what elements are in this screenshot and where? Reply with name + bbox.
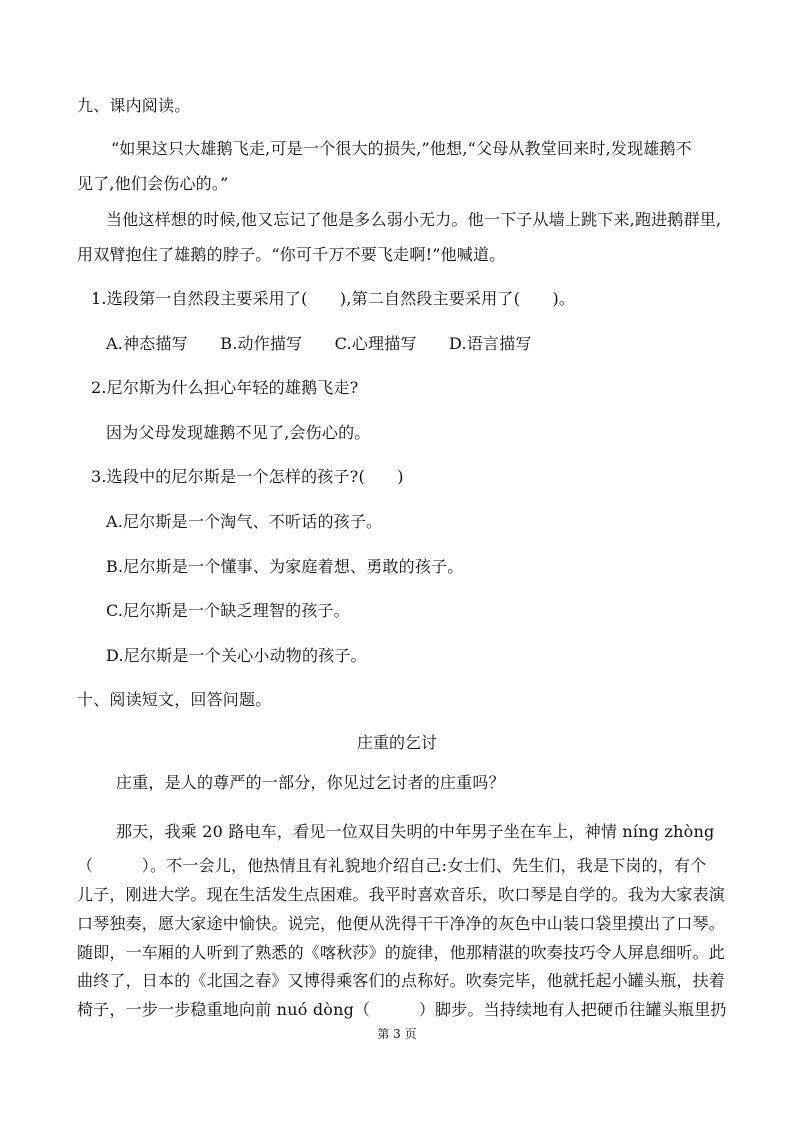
- article-line: 椅子，一步一步稳重地向前 nuó dòng（ ）脚步。当持续地有人把硬币往罐头瓶里扔: [77, 1000, 727, 1019]
- passage-line: 用双臂抱住了雄鹅的脖子。“你可千万不要飞走啊!”他喊道。: [77, 245, 506, 264]
- passage-line: “如果这只大雄鹅飞走,可是一个很大的损失,”他想,“父母从教堂回来时,发现雄鹅不: [111, 139, 692, 158]
- article-line: 曲终了，日本的《北国之春》又博得乘客们的点称好。吹奏完毕，他就托起小罐头瓶，扶着: [77, 971, 726, 990]
- option-d: D.尼尔斯是一个关心小动物的孩子。: [106, 646, 367, 665]
- option-a: A.尼尔斯是一个淘气、不听话的孩子。: [106, 512, 383, 531]
- article-line: 随即，一车厢的人听到了熟悉的《喀秋莎》的旋律，他那精湛的吹奏技巧令人屏息细听。此: [77, 943, 726, 962]
- article-line: 儿子，刚进大学。现在生活发生点困难。我平时喜欢音乐，吹口琴是自学的。我为大家表演: [77, 885, 726, 904]
- article-line: 那天，我乘 20 路电车，看见一位双目失明的中年男子坐在车上，神情 níng zhòng: [116, 822, 715, 841]
- question-3: 3.选段中的尼尔斯是一个怎样的孩子?( ): [91, 467, 404, 486]
- article-line: （ ）。不一会儿，他热情且有礼貌地介绍自己:女士们、先生们，我是下岗的，有个: [77, 856, 707, 875]
- article-intro: 庄重，是人的尊严的一部分，你见过乞讨者的庄重吗？: [116, 773, 505, 792]
- option-b: B.尼尔斯是一个懂事、为家庭着想、勇敢的孩子。: [106, 557, 464, 576]
- option-c: C.尼尔斯是一个缺乏理智的孩子。: [106, 601, 350, 620]
- question-2: 2.尼尔斯为什么担心年轻的雄鹅飞走?: [91, 378, 359, 397]
- article-line: 口琴独奏，愿大家途中愉快。说完，他便从洗得干干净净的灰色中山装口袋里摸出了口琴。: [77, 914, 726, 933]
- passage-line: 当他这样想的时候,他又忘记了他是多么弱小无力。他一下子从墙上跳下来,跑进鹅群里,: [106, 210, 722, 229]
- question-1: 1.选段第一自然段主要采用了( ),第二自然段主要采用了( )。: [91, 289, 576, 308]
- article-title: 庄重的乞讨: [356, 733, 437, 752]
- section-heading: 十、阅读短文，回答问题。: [77, 690, 272, 709]
- question-2-answer: 因为父母发现雄鹅不见了,会伤心的。: [106, 423, 371, 442]
- passage-line: 见了,他们会伤心的。”: [77, 174, 229, 193]
- page-number: 第 3 页: [377, 1027, 417, 1041]
- section-heading: 九、课内阅读。: [77, 96, 191, 115]
- question-1-options: A.神态描写 B.动作描写 C.心理描写 D.语言描写: [106, 334, 532, 353]
